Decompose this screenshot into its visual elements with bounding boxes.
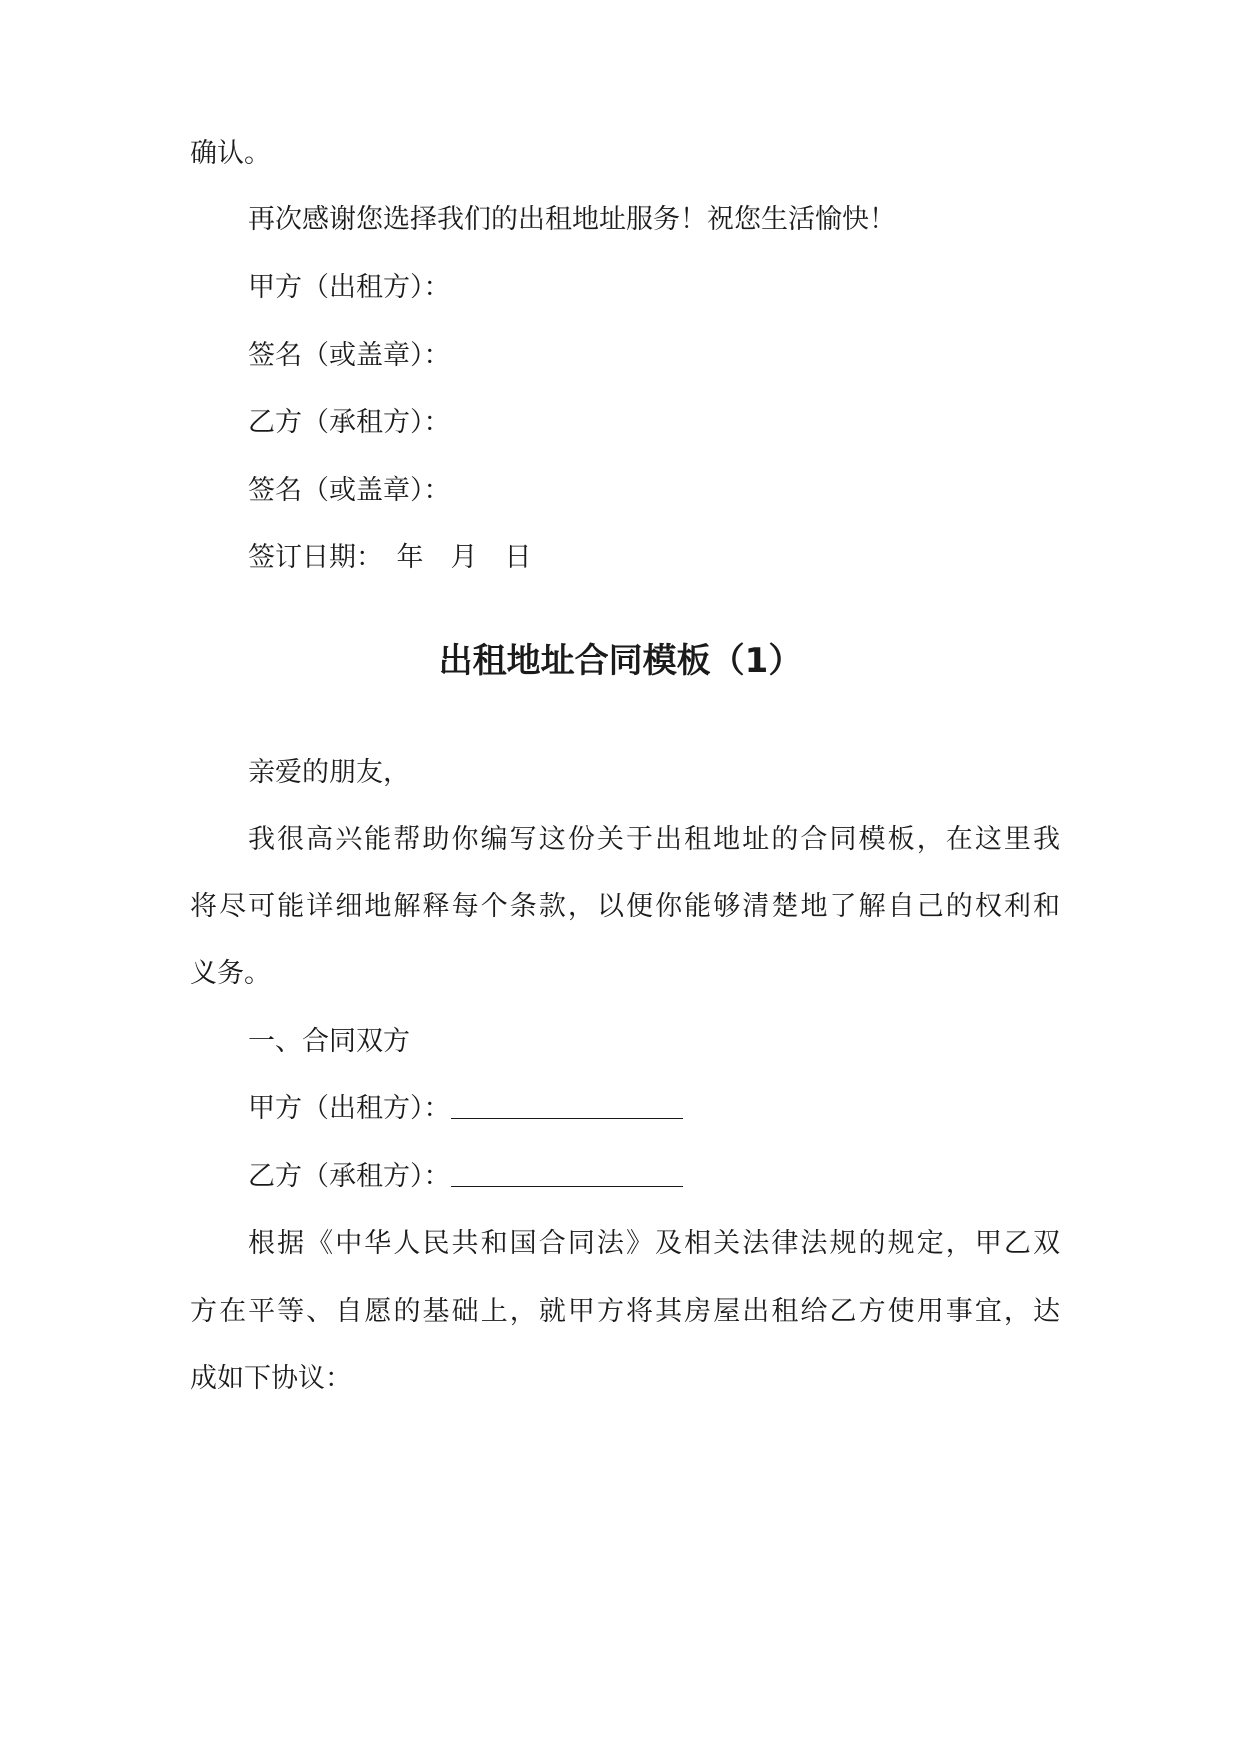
sign-date-label: 签订日期： 年 月 日	[248, 542, 532, 573]
continuation-text: 确认。	[190, 138, 271, 169]
party-a-label: 甲方（出租方）：	[248, 1093, 451, 1124]
signature-a-label: 签名（或盖章）：	[248, 340, 451, 371]
signature-b-label: 签名（或盖章）：	[248, 475, 451, 506]
intro-paragraph-line-2: 将尽可能详细地解释每个条款，以便你能够清楚地了解自己的权利和	[190, 891, 1060, 922]
basis-paragraph-line-1: 根据《中华人民共和国合同法》及相关法律法规的规定，甲乙双	[248, 1228, 1060, 1259]
party-b-signature-label: 乙方（承租方）：	[248, 407, 451, 438]
intro-paragraph-line-3: 义务。	[190, 958, 271, 989]
party-a-signature-label: 甲方（出租方）：	[248, 272, 451, 303]
party-a-blank[interactable]	[451, 1092, 683, 1119]
contract-title: 出租地址合同模板（1）	[438, 641, 803, 681]
basis-paragraph-line-3: 成如下协议：	[190, 1363, 352, 1394]
intro-paragraph-line-1: 我很高兴能帮助你编写这份关于出租地址的合同模板，在这里我	[248, 824, 1060, 855]
party-a-field	[248, 1089, 1060, 1129]
greeting-text: 亲爱的朋友，	[248, 757, 410, 788]
party-b-field	[248, 1157, 1060, 1197]
party-b-label: 乙方（承租方）：	[248, 1161, 451, 1192]
party-b-blank[interactable]	[451, 1160, 683, 1187]
basis-paragraph-line-2: 方在平等、自愿的基础上，就甲方将其房屋出租给乙方使用事宜，达	[190, 1296, 1060, 1327]
section-1-heading: 一、合同双方	[248, 1026, 410, 1057]
thanks-text: 再次感谢您选择我们的出租地址服务！祝您生活愉快！	[248, 204, 896, 235]
